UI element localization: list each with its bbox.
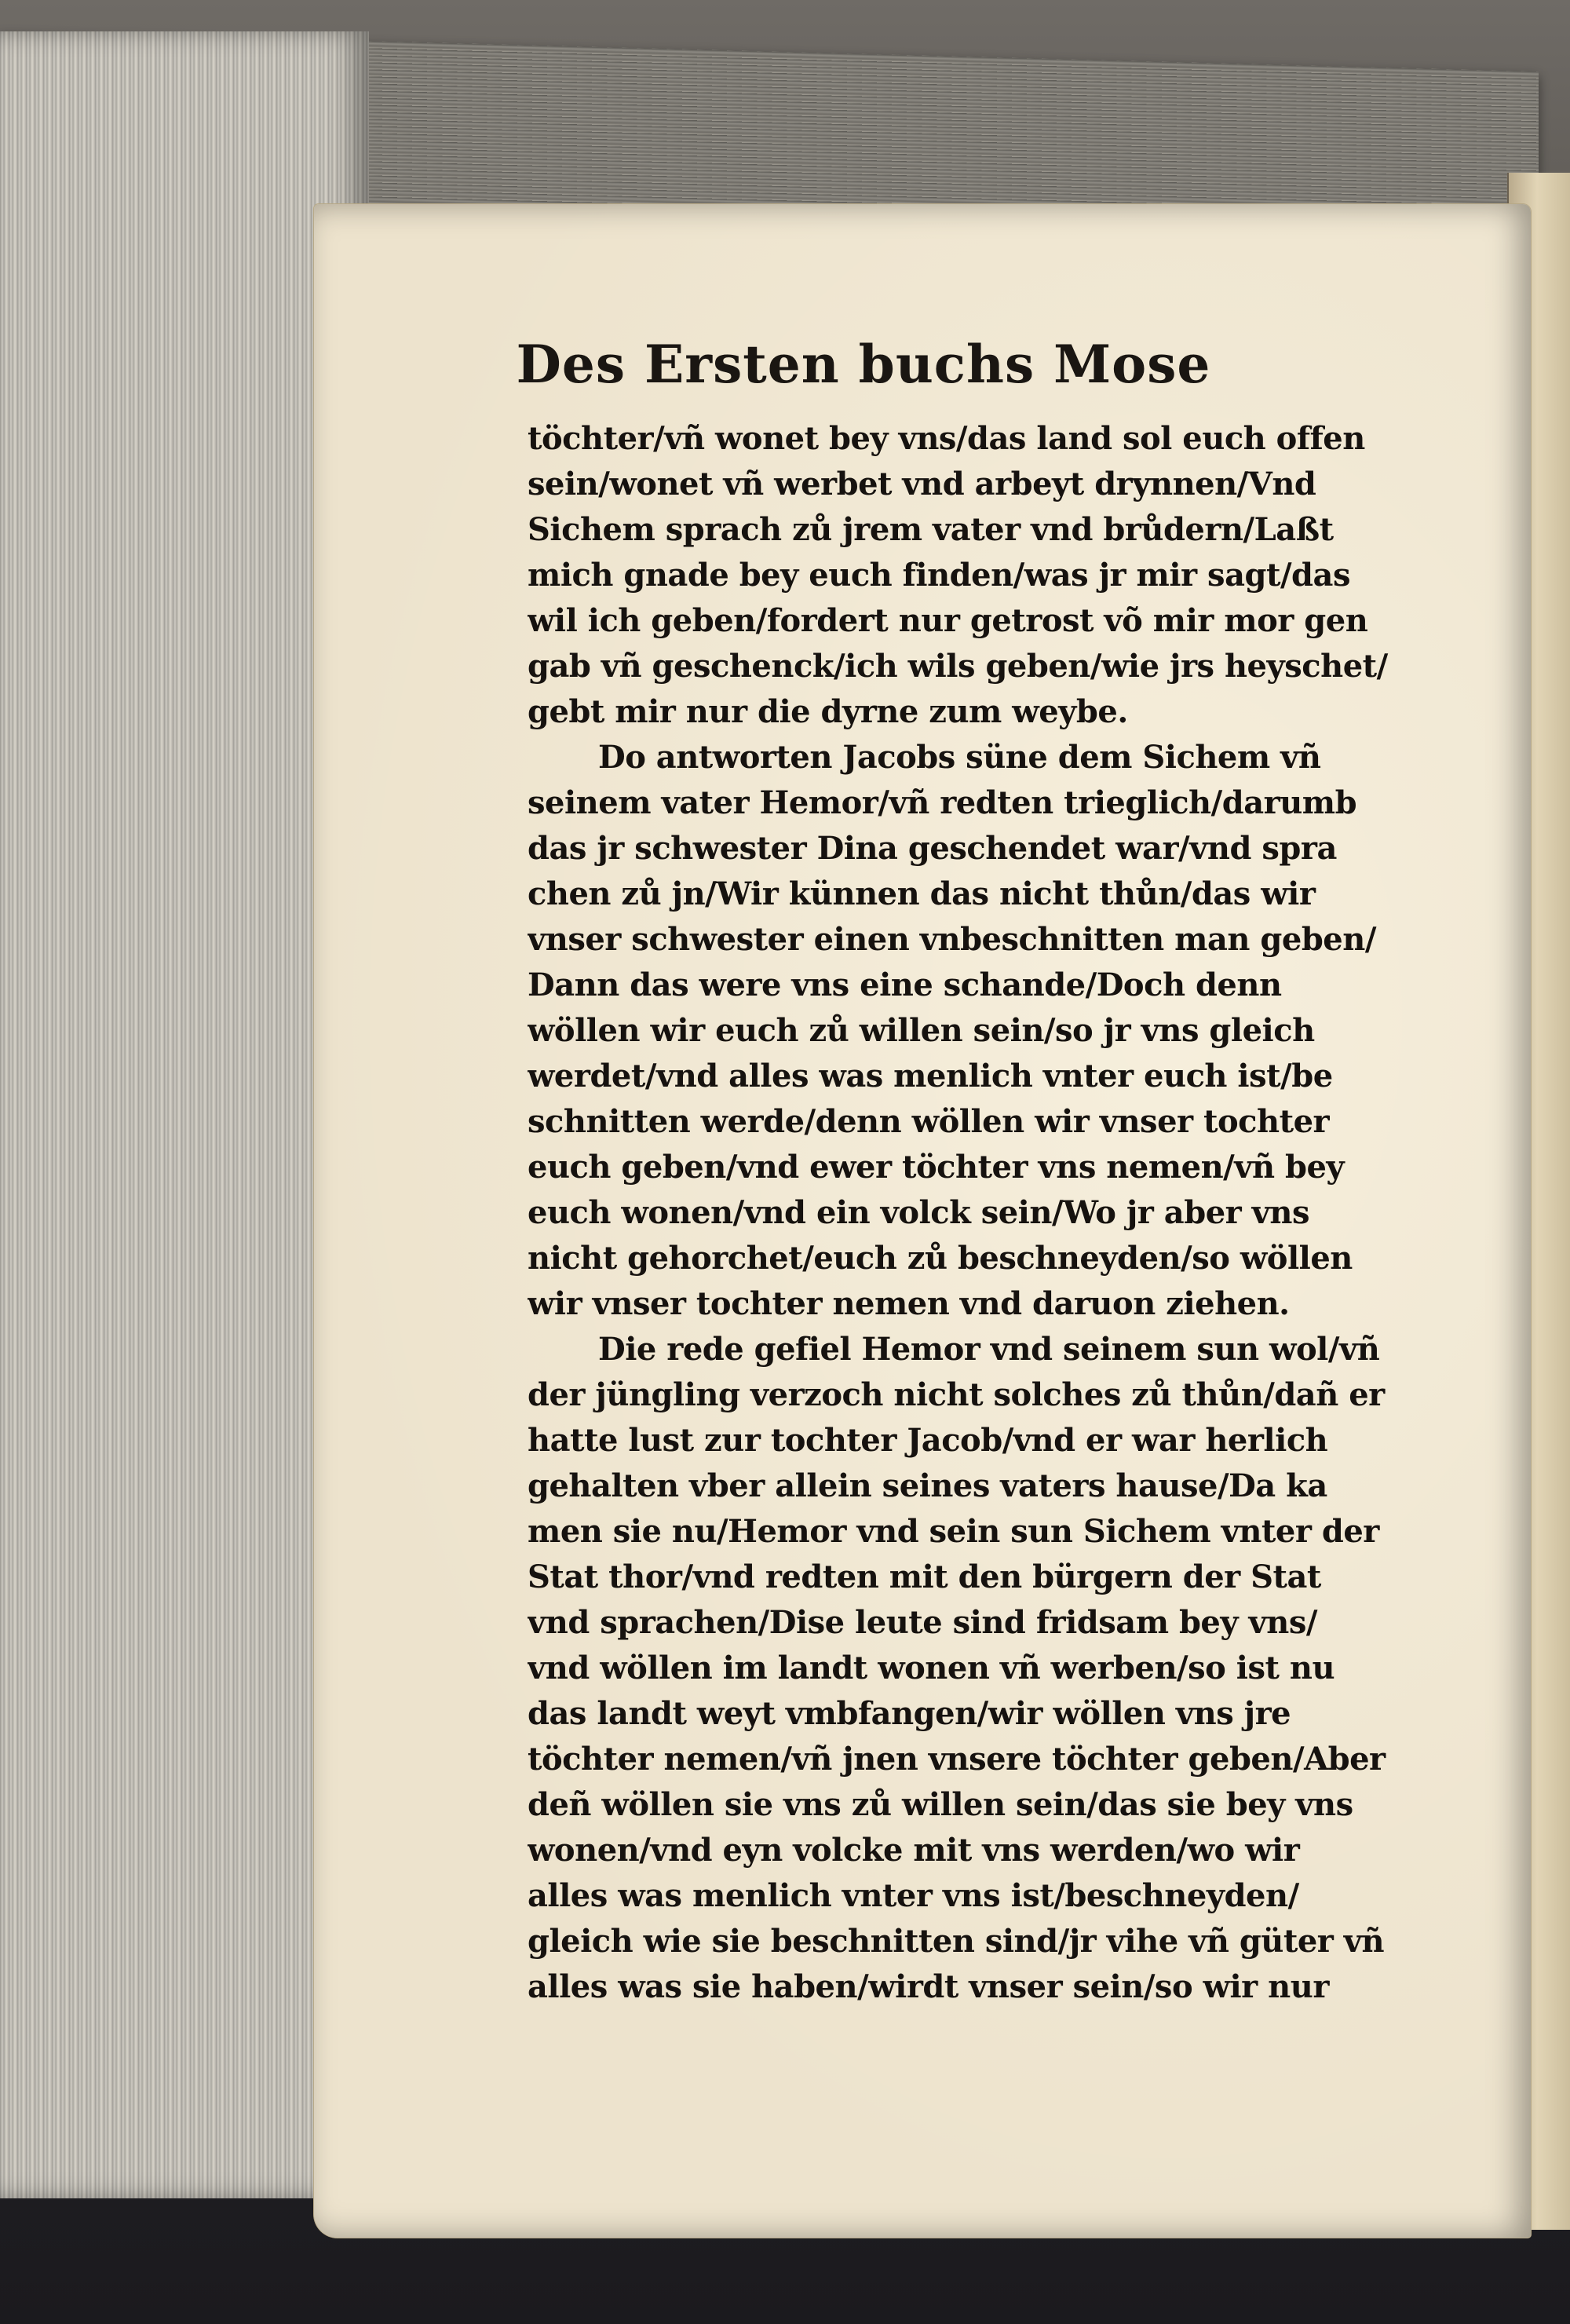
text-line: das jr schwester Dina geschendet war/vnd spra xyxy=(528,830,1337,867)
text-line: euch geben/vnd ewer töchter vns nemen/vñ bey xyxy=(528,1149,1345,1186)
running-header: Des Ersten buchs Mose xyxy=(516,334,1211,395)
text-line: men sie nu/Hemor vnd sein sun Sichem vnter der xyxy=(528,1513,1379,1550)
body-text xyxy=(528,416,1446,2010)
text-line: hatte lust zur tochter Jacob/vnd er war herlich xyxy=(528,1422,1328,1459)
text-line: mich gnade bey euch finden/was jr mir sagt/das xyxy=(528,557,1350,594)
text-line: das landt weyt vmbfangen/wir wöllen vns jre xyxy=(528,1695,1291,1732)
text-line: euch wonen/vnd ein volck sein/Wo jr aber vns xyxy=(528,1194,1309,1231)
text-line: werdet/vnd alles was menlich vnter euch ist/be xyxy=(528,1058,1333,1094)
text-line: vnser schwester einen vnbeschnitten man geben/ xyxy=(528,921,1376,958)
text-line: Sichem sprach zů jrem vater vnd brůdern/Laßt xyxy=(528,511,1334,548)
text-line: chen zů jn/Wir künnen das nicht thůn/das wir xyxy=(528,875,1316,912)
text-line: Do antworten Jacobs süne dem Sichem vñ xyxy=(598,739,1321,776)
text-line: gab vñ geschenck/ich wils geben/wie jrs heyschet/ xyxy=(528,648,1388,685)
text-line: der jüngling verzoch nicht solches zů thůn/dañ er xyxy=(528,1376,1385,1413)
text-line: seinem vater Hemor/vñ redten trieglich/darumb xyxy=(528,784,1357,821)
text-line: vnd wöllen im landt wonen vñ werben/so ist nu xyxy=(528,1650,1335,1686)
text-line: deñ wöllen sie vns zů willen sein/das sie bey vns xyxy=(528,1786,1353,1823)
text-line: gleich wie sie beschnitten sind/jr vihe vñ güter vñ xyxy=(528,1923,1385,1960)
text-line: Stat thor/vnd redten mit den bürgern der Stat xyxy=(528,1558,1321,1595)
text-line: töchter nemen/vñ jnen vnsere töchter geben/Aber xyxy=(528,1741,1386,1778)
text-line: schnitten werde/denn wöllen wir vnser tochter xyxy=(528,1103,1330,1140)
text-line: vnd sprachen/Dise leute sind fridsam bey vns/ xyxy=(528,1604,1317,1641)
text-line: sein/wonet vñ werbet vnd arbeyt drynnen/Vnd xyxy=(528,466,1316,502)
text-line: gebt mir nur die dyrne zum weybe. xyxy=(528,693,1128,730)
text-line: wir vnser tochter nemen vnd daruon ziehen. xyxy=(528,1285,1290,1322)
text-line: gehalten vber allein seines vaters hause/Da ka xyxy=(528,1467,1327,1504)
text-line: nicht gehorchet/euch zů beschneyden/so wöllen xyxy=(528,1240,1353,1277)
text-line: wonen/vnd eyn volcke mit vns werden/wo wir xyxy=(528,1832,1300,1869)
text-line: alles was menlich vnter vns ist/beschneyden/ xyxy=(528,1877,1299,1914)
text-line: Die rede gefiel Hemor vnd seinem sun wol/vñ xyxy=(598,1331,1380,1368)
text-line: töchter/vñ wonet bey vns/das land sol euch offen xyxy=(528,420,1365,457)
text-line: wil ich geben/fordert nur getrost võ mir mor gen xyxy=(528,602,1368,639)
text-line: Dann das were vns eine schande/Doch denn xyxy=(528,967,1282,1003)
page-footer-mark xyxy=(691,1908,816,1939)
text-line: alles was sie haben/wirdt vnser sein/so wir nur xyxy=(528,1968,1329,2005)
text-line: wöllen wir euch zů willen sein/so jr vns gleich xyxy=(528,1012,1315,1049)
